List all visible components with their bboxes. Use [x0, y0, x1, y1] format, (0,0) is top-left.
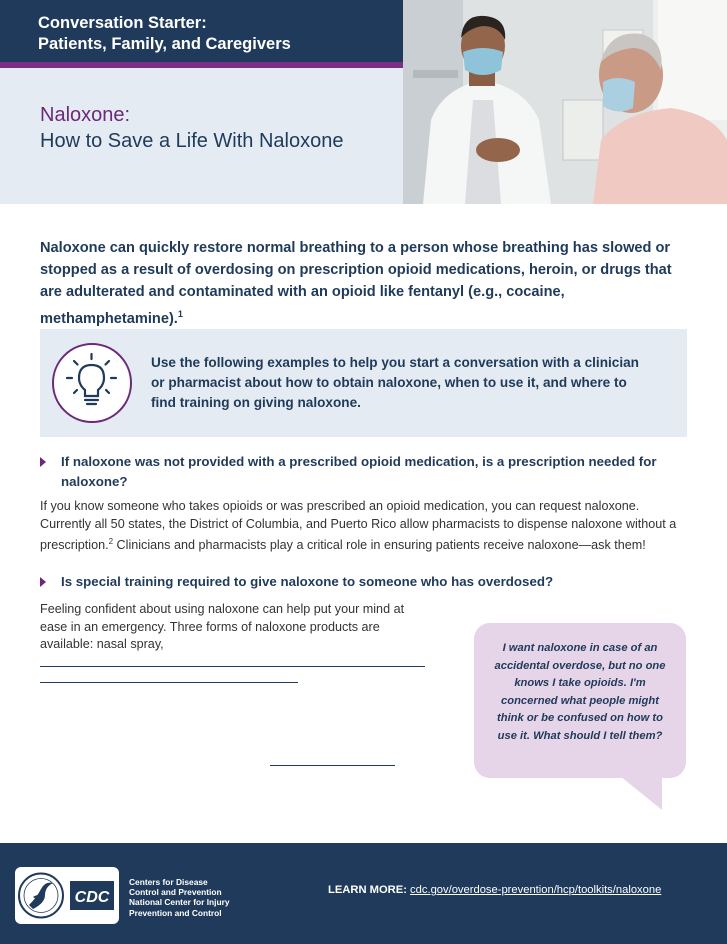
- page-title: How to Save a Life With Naloxone: [40, 130, 344, 152]
- intro-text: Naloxone can quickly restore normal breathing to a person whose breathing has slowed or stopped as a result of overdosing on prescription opioid medications, heroin, or drugs that are adulterated and contaminated with an opioid like fentanyl (e.g., cocaine, methamphetamine).: [40, 240, 672, 327]
- hhs-cdc-logo: [15, 867, 119, 924]
- bullet-arrow-icon: [40, 457, 46, 467]
- speech-bubble-text: I want naloxone in case of an accidental overdose, but no one knows I take opioids. I'm concerned what people might think or be confused on how to use it. What should I tell them?: [494, 642, 666, 742]
- answer-1-footnote: 2: [108, 537, 114, 546]
- intro-paragraph: [40, 237, 690, 330]
- cdc-logo-icon: [15, 867, 119, 924]
- speech-bubble-tail: [620, 776, 662, 810]
- intro-footnote: 1: [177, 309, 183, 319]
- speech-bubble: [474, 623, 686, 778]
- question-2: [40, 572, 660, 592]
- page-title-topic: Naloxone:: [40, 104, 131, 126]
- question-2-text: Is special training required to give naloxone to someone who has overdosed?: [61, 574, 554, 589]
- learn-more-link[interactable]: cdc.gov/overdose-prevention/hcp/toolkits/naloxone: [410, 884, 662, 896]
- tip-text: Use the following examples to help you start a conversation with a clinician or pharmacist about how to obtain naloxone, when to use it, and where to find training on giving naloxone.: [151, 355, 639, 410]
- answer-2-text: Feeling confident about using naloxone can help put your mind at ease in an emergency. Three forms of naloxone products are available: nasal spray,: [40, 602, 405, 651]
- cdc-org-name: [129, 877, 249, 918]
- answer-1-text-cont: Clinicians and pharmacists play a critical role in ensuring patients receive naloxone—ask them!: [113, 538, 646, 553]
- bullet-arrow-icon: [40, 577, 46, 587]
- org-line-2: Control and Prevention: [129, 887, 222, 898]
- clinic-photo-illustration: [403, 0, 727, 204]
- org-line-4: Prevention and Control: [129, 907, 222, 918]
- lightbulb-icon-graphic: [54, 345, 129, 420]
- footer: [0, 843, 727, 944]
- learn-more-label: LEARN MORE:: [328, 884, 407, 896]
- answer-1: [40, 498, 690, 555]
- question-1-text: If naloxone was not provided with a prescribed opioid medication, is a prescription needed for naloxone?: [61, 454, 657, 489]
- header-photo: [403, 0, 727, 204]
- header-title-line2: Patients, Family, and Caregivers: [38, 35, 291, 53]
- lightbulb-icon: [52, 343, 132, 423]
- header-title: [38, 13, 291, 55]
- answer-1-text: If you know someone who takes opioids or was prescribed an opioid medication, you can request naloxone. Currently all 50 states, the District of Columbia, and Puerto Rico allow pharmacists to dispense naloxone without a prescription.: [40, 499, 677, 553]
- question-1: [40, 452, 660, 492]
- learn-more: [328, 884, 661, 896]
- link-underline: [40, 666, 425, 667]
- link-underline: [270, 765, 395, 766]
- title-panel: [0, 68, 403, 204]
- answer-2: [40, 601, 432, 654]
- header-band: [0, 0, 403, 62]
- org-line-1: Centers for Disease: [129, 877, 208, 887]
- tip-callout: [40, 329, 687, 437]
- svg-text:CDC: CDC: [74, 889, 110, 906]
- link-underline: [40, 682, 298, 683]
- org-line-3: National Center for Injury: [129, 897, 230, 908]
- header-title-line1: Conversation Starter:: [38, 14, 207, 32]
